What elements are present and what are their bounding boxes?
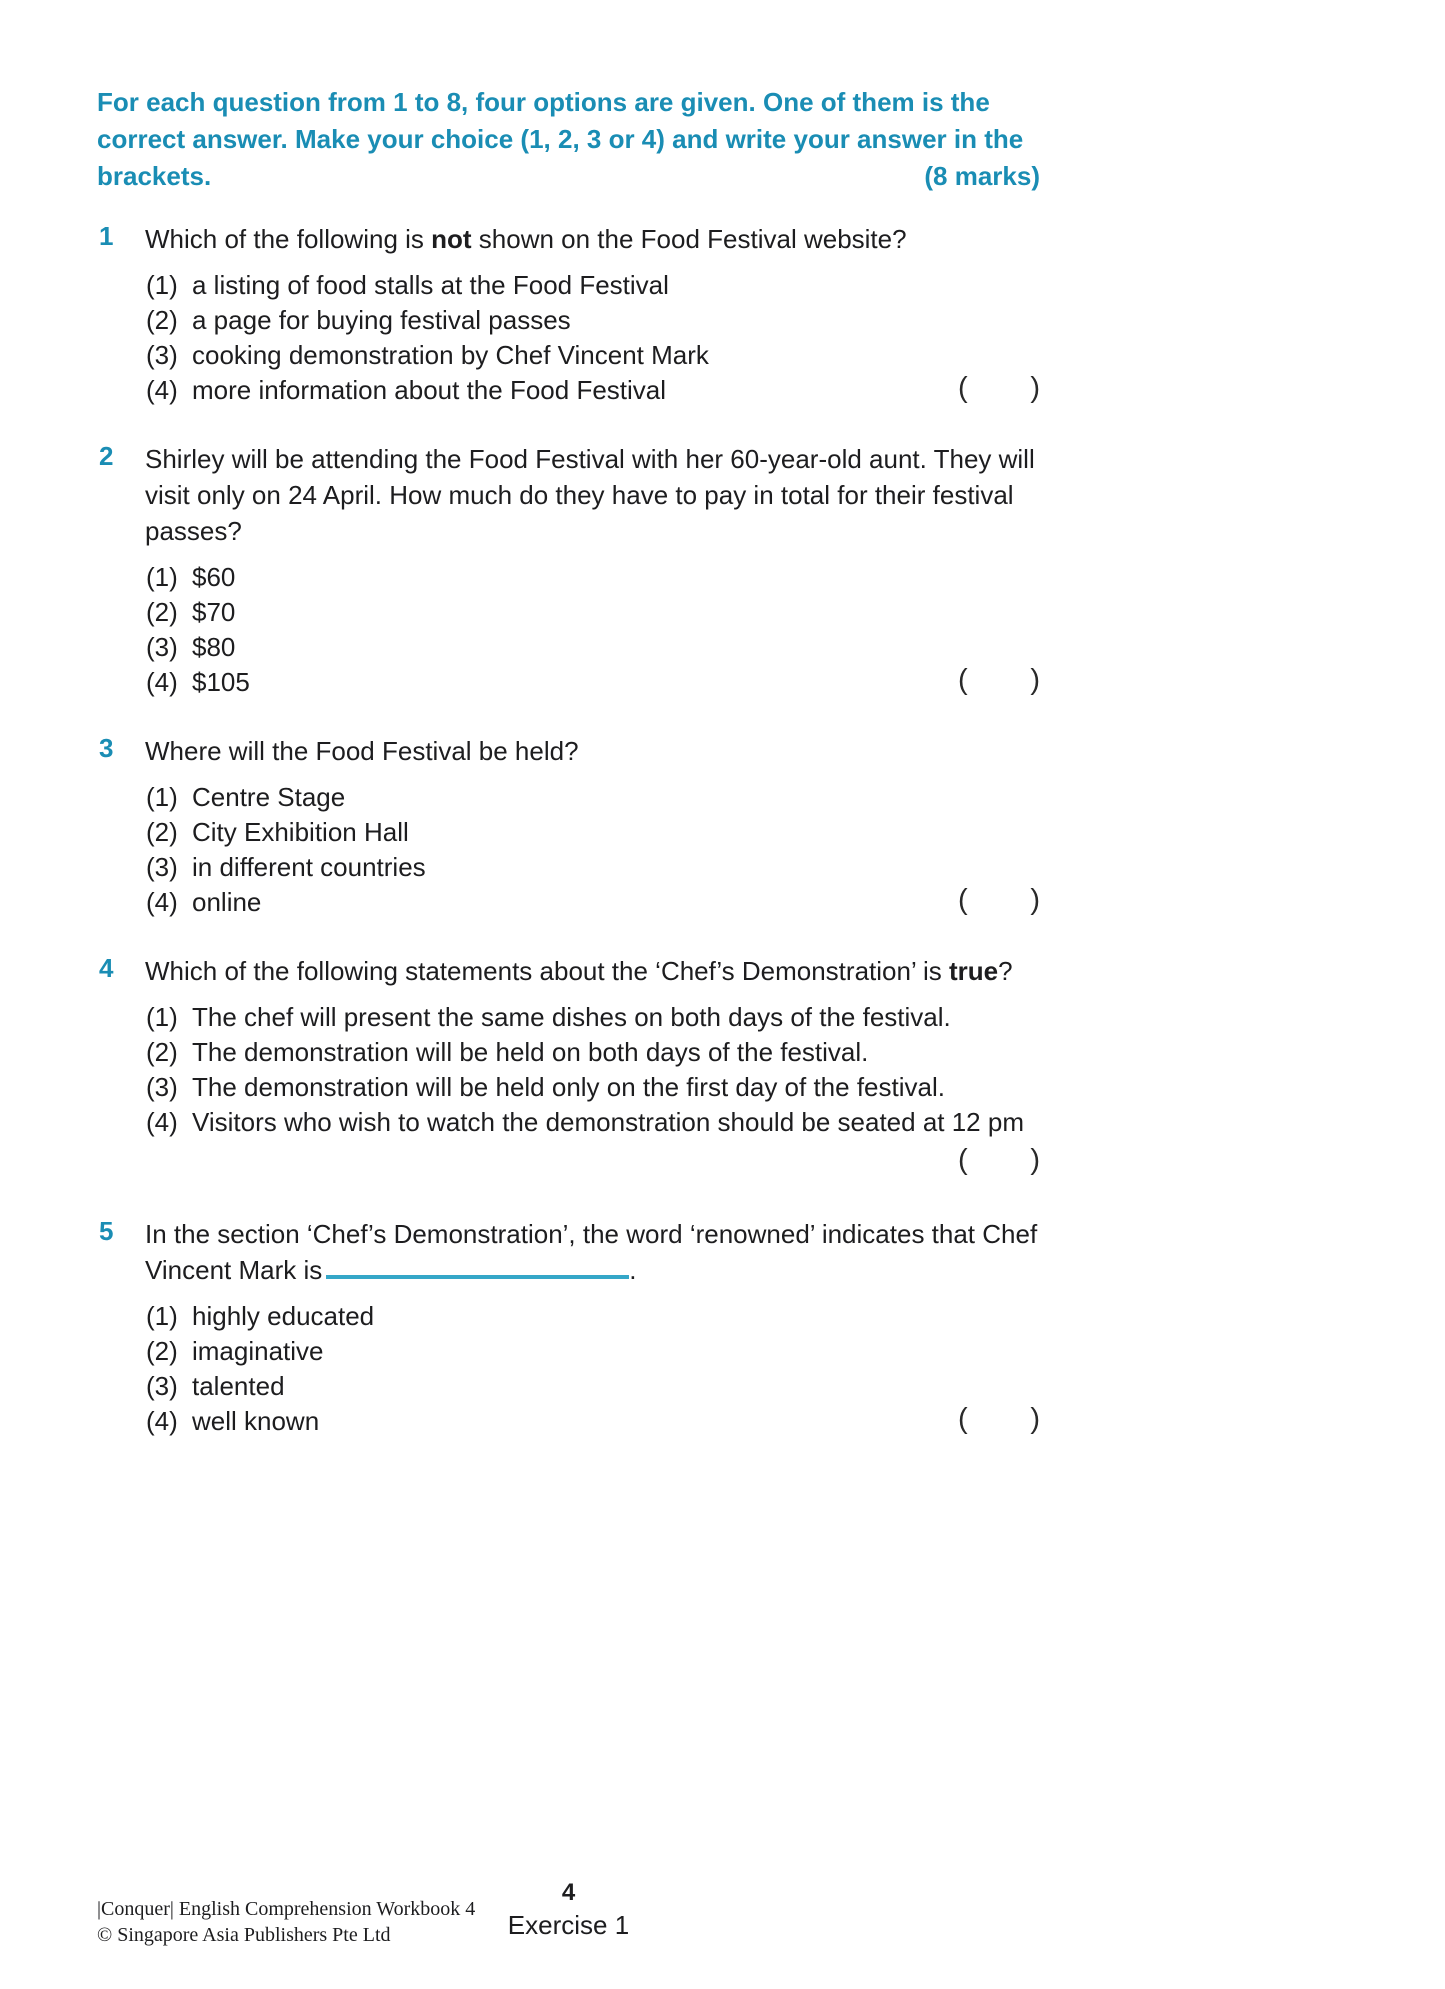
option-label: (1) (146, 1301, 178, 1331)
option-label: (1) (146, 782, 178, 812)
option-list (145, 1299, 1040, 1439)
option-row (145, 1404, 1040, 1439)
instruction-line: correct answer. Make your choice (1, 2, 3 or 4) and write your answer in the (97, 124, 1024, 154)
bracket-open: ( (958, 884, 968, 916)
prompt-line (145, 513, 1040, 549)
option-row (145, 1334, 1040, 1369)
option-label: (1) (146, 562, 178, 592)
option-text: well known (192, 1406, 320, 1436)
option-text: more information about the Food Festival (192, 375, 667, 405)
option-label: (3) (146, 1371, 178, 1401)
answer-blank (326, 1274, 629, 1279)
prompt-text: Which of the following is (145, 224, 432, 254)
prompt-line (145, 1216, 1040, 1252)
option-label: (4) (146, 887, 178, 917)
option-label: (2) (146, 597, 178, 627)
answer-bracket-row (145, 1145, 1040, 1183)
question-number: 5 (99, 1216, 114, 1246)
option-row (145, 850, 1040, 885)
question-list (97, 221, 1040, 1439)
option-row (145, 373, 1040, 408)
option-text: a page for buying festival passes (192, 305, 571, 335)
question-item (97, 1216, 1040, 1439)
option-text: in different countries (192, 852, 426, 882)
prompt-text-bold: not (431, 224, 472, 254)
option-row (145, 665, 1040, 700)
option-text: Visitors who wish to watch the demonstration should be seated at 12 pm (192, 1107, 1024, 1137)
question-prompt (145, 953, 1040, 989)
page-content (97, 84, 1040, 1439)
option-list (145, 268, 1040, 408)
footer-copyright: © Singapore Asia Publishers Pte Ltd (97, 1924, 391, 1946)
option-text: $70 (192, 597, 236, 627)
option-label: (1) (146, 270, 178, 300)
option-text: imaginative (192, 1336, 324, 1366)
option-text: highly educated (192, 1301, 375, 1331)
prompt-text: passes? (145, 516, 242, 546)
prompt-text: ? (998, 956, 1013, 986)
prompt-text: Shirley will be attending the Food Festival with her 60-year-old aunt. They will (145, 444, 1035, 474)
option-row (145, 1105, 1040, 1140)
option-text: cooking demonstration by Chef Vincent Mark (192, 340, 709, 370)
option-text: The demonstration will be held only on the first day of the festival. (192, 1072, 945, 1102)
footer-book-title: |Conquer| English Comprehension Workbook 4 (97, 1898, 476, 1920)
question-number: 2 (99, 441, 114, 471)
question-prompt (145, 221, 1040, 257)
option-row (145, 815, 1040, 850)
question-number: 3 (99, 733, 114, 763)
question-item (97, 441, 1040, 700)
option-row (145, 595, 1040, 630)
option-label: (1) (146, 1002, 178, 1032)
option-label: (3) (146, 340, 178, 370)
prompt-line (145, 1252, 1040, 1288)
option-label: (4) (146, 1107, 178, 1137)
prompt-line (145, 477, 1040, 513)
option-list (145, 560, 1040, 700)
option-label: (4) (146, 375, 178, 405)
option-row (145, 885, 1040, 920)
option-row (145, 630, 1040, 665)
option-text: The chef will present the same dishes on both days of the festival. (192, 1002, 951, 1032)
option-text: $80 (192, 632, 236, 662)
option-row (145, 560, 1040, 595)
option-label: (2) (146, 1336, 178, 1366)
question-item (97, 953, 1040, 1183)
option-label: (4) (146, 1406, 178, 1436)
bracket-close: ) (1030, 372, 1040, 404)
option-label: (3) (146, 632, 178, 662)
prompt-text-bold: true (948, 956, 999, 986)
prompt-text: Vincent Mark is (145, 1255, 323, 1285)
option-text: Centre Stage (192, 782, 346, 812)
instruction-line: For each question from 1 to 8, four options are given. One of them is the (97, 87, 990, 117)
prompt-line (145, 953, 1040, 989)
bracket-open: ( (958, 664, 968, 696)
question-number: 4 (99, 953, 114, 983)
option-text: talented (192, 1371, 285, 1401)
prompt-text: Which of the following statements about the ‘Chef’s Demonstration’ is (145, 956, 949, 986)
question-prompt (145, 1216, 1040, 1288)
prompt-line (145, 733, 1040, 769)
marks-label: (8 marks) (924, 161, 1040, 191)
option-label: (3) (146, 1072, 178, 1102)
question-item (97, 733, 1040, 920)
option-text: The demonstration will be held on both days of the festival. (192, 1037, 869, 1067)
option-row (145, 303, 1040, 338)
footer-page-number: 4 (561, 1879, 576, 1906)
bracket-close: ) (1030, 1144, 1040, 1176)
option-text: online (192, 887, 262, 917)
question-prompt (145, 441, 1040, 549)
footer-center (97, 1878, 1040, 1942)
option-label: (3) (146, 852, 178, 882)
answer-bracket (958, 883, 1040, 918)
question-prompt (145, 733, 1040, 769)
option-row (145, 1369, 1040, 1404)
option-row (145, 1299, 1040, 1334)
option-text: a listing of food stalls at the Food Festival (192, 270, 669, 300)
prompt-text: shown on the Food Festival website? (471, 224, 907, 254)
bracket-open: ( (958, 372, 968, 404)
prompt-text: visit only on 24 April. How much do they have to pay in total for their festival (145, 480, 1014, 510)
question-number: 1 (99, 221, 114, 251)
option-label: (2) (146, 817, 178, 847)
option-label: (2) (146, 1037, 178, 1067)
bracket-open: ( (958, 1403, 968, 1435)
answer-bracket (958, 371, 1040, 406)
option-row (145, 1070, 1040, 1105)
prompt-text: Where will the Food Festival be held? (145, 736, 579, 766)
question-item (97, 221, 1040, 408)
instructions-block (97, 84, 1040, 195)
instruction-line: brackets. (97, 161, 212, 191)
bracket-close: ) (1030, 664, 1040, 696)
option-text: City Exhibition Hall (192, 817, 409, 847)
bracket-close: ) (1030, 1403, 1040, 1435)
option-label: (4) (146, 667, 178, 697)
option-list (145, 780, 1040, 920)
answer-bracket (958, 663, 1040, 698)
prompt-text: . (629, 1255, 637, 1285)
option-list (145, 1000, 1040, 1183)
option-text: $105 (192, 667, 250, 697)
footer-exercise-label: Exercise 1 (507, 1910, 630, 1940)
prompt-text: In the section ‘Chef’s Demonstration’, the word ‘renowned’ indicates that Chef (145, 1219, 1038, 1249)
option-row (145, 268, 1040, 303)
instruction-lines (97, 84, 1040, 195)
bracket-open: ( (958, 1144, 968, 1176)
option-text: $60 (192, 562, 236, 592)
prompt-line (145, 441, 1040, 477)
prompt-line (145, 221, 1040, 257)
option-label: (2) (146, 305, 178, 335)
option-row (145, 1000, 1040, 1035)
option-row (145, 338, 1040, 373)
answer-bracket (958, 1143, 1040, 1178)
option-row (145, 1035, 1040, 1070)
option-row (145, 780, 1040, 815)
bracket-close: ) (1030, 884, 1040, 916)
answer-bracket (958, 1402, 1040, 1437)
